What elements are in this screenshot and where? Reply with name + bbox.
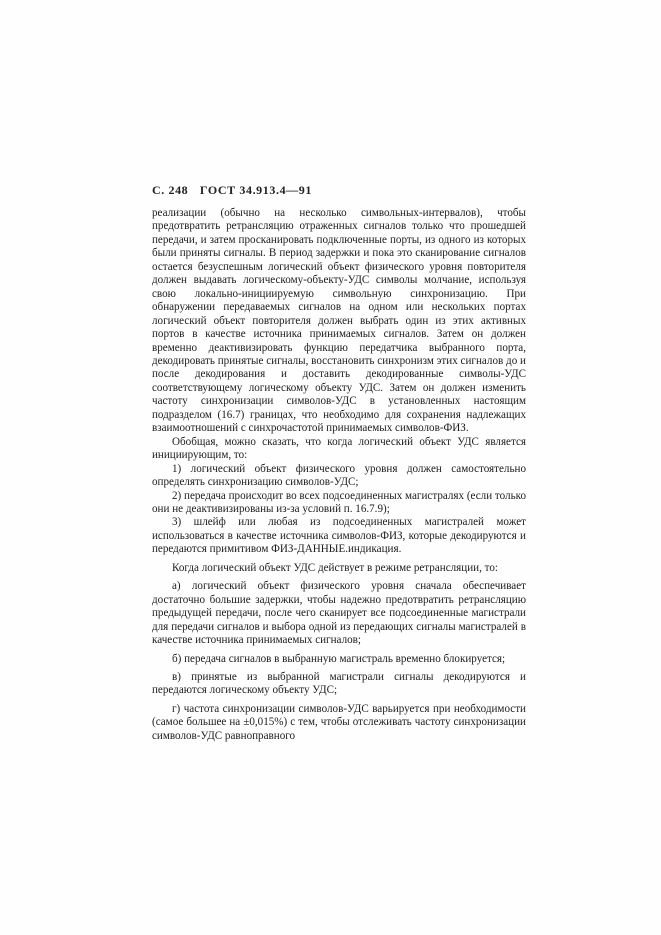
standard-designation: ГОСТ 34.913.4—91 — [199, 183, 312, 197]
list-item-c: в) принятые из выбранной магистрали сигналы декодируются и передаются логическому объекту УДС; — [152, 670, 526, 697]
paragraph-summary-initiating: Обобщая, можно сказать, что когда логический объект УДС является инициирующим, то: — [152, 435, 526, 462]
paragraph-intro: реализации (обычно на несколько символьных-интервалов), чтобы предотвратить ретрансляцию отраженных сигналов только что прошедшей передачи, и затем просканировать подключенные порты, из одного из которых были приняты сигналы. В период задержки и пока это сканирование сигналов остается безуспешным логический объект физического уровня повторителя должен выдавать логическому-объекту-УДС символы молчание, используя свою локально-инициируемую символьную синхронизацию. При обнаружении передаваемых сигналов на одном или нескольких портах логический объект повторителя должен выбрать один из этих активных портов в качестве источника принимаемых сигналов. Затем он должен временно деактивизировать функцию передатчика выбранного порта, декодировать принятые сигналы, восстановить синхронизм этих сигналов до и после декодирования и доставить декодированные символы-УДС соответствующему логическому объекту УДС. Затем он должен изменить частоту синхронизации символов-УДС в установленных настоящим подразделом (16.7) границах, что необходимо для сохранения надлежащих взаимоотношений с синхрочастотой принимаемых символов-ФИЗ. — [152, 207, 526, 435]
list-item-a: а) логический объект физического уровня сначала обеспечивает достаточно большие задержки, чтобы надежно предотвратить ретрансляцию предыдущей передачи, после чего сканирует все подсоединенные магистрали для передачи сигналов и выбора одной из передающих сигналы магистралей в качестве источника принимаемых сигналов; — [152, 580, 526, 647]
list-item-2: 2) передача происходит во всех подсоединенных магистралях (если только они не деактивизированы из-за условий п. 16.7.9); — [152, 489, 526, 515]
list-item-b: б) передача сигналов в выбранную магистраль временно блокируется; — [172, 652, 506, 665]
list-item-3: 3) шлейф или любая из подсоединенных магистралей может использоваться в качестве источника символов-ФИЗ, которые декодируются и передаются примитивом ФИЗ-ДАННЫЕ.индикация. — [152, 516, 526, 556]
paragraph-summary-relay: Когда логический объект УДС действует в режиме ретрансляции, то: — [172, 561, 498, 574]
body-text — [152, 207, 526, 743]
list-item-d: г) частота синхронизации символов-УДС варьируется при необходимости (самое большее на ±0,015%) с тем, чтобы отслеживать частоту синхронизации символов-УДС равноправного — [152, 702, 526, 742]
page-header — [152, 183, 320, 198]
list-item-1: 1) логический объект физического уровня должен самостоятельно определять синхронизацию символов-УДС; — [152, 462, 526, 489]
page-number: С. 248 — [152, 183, 189, 197]
